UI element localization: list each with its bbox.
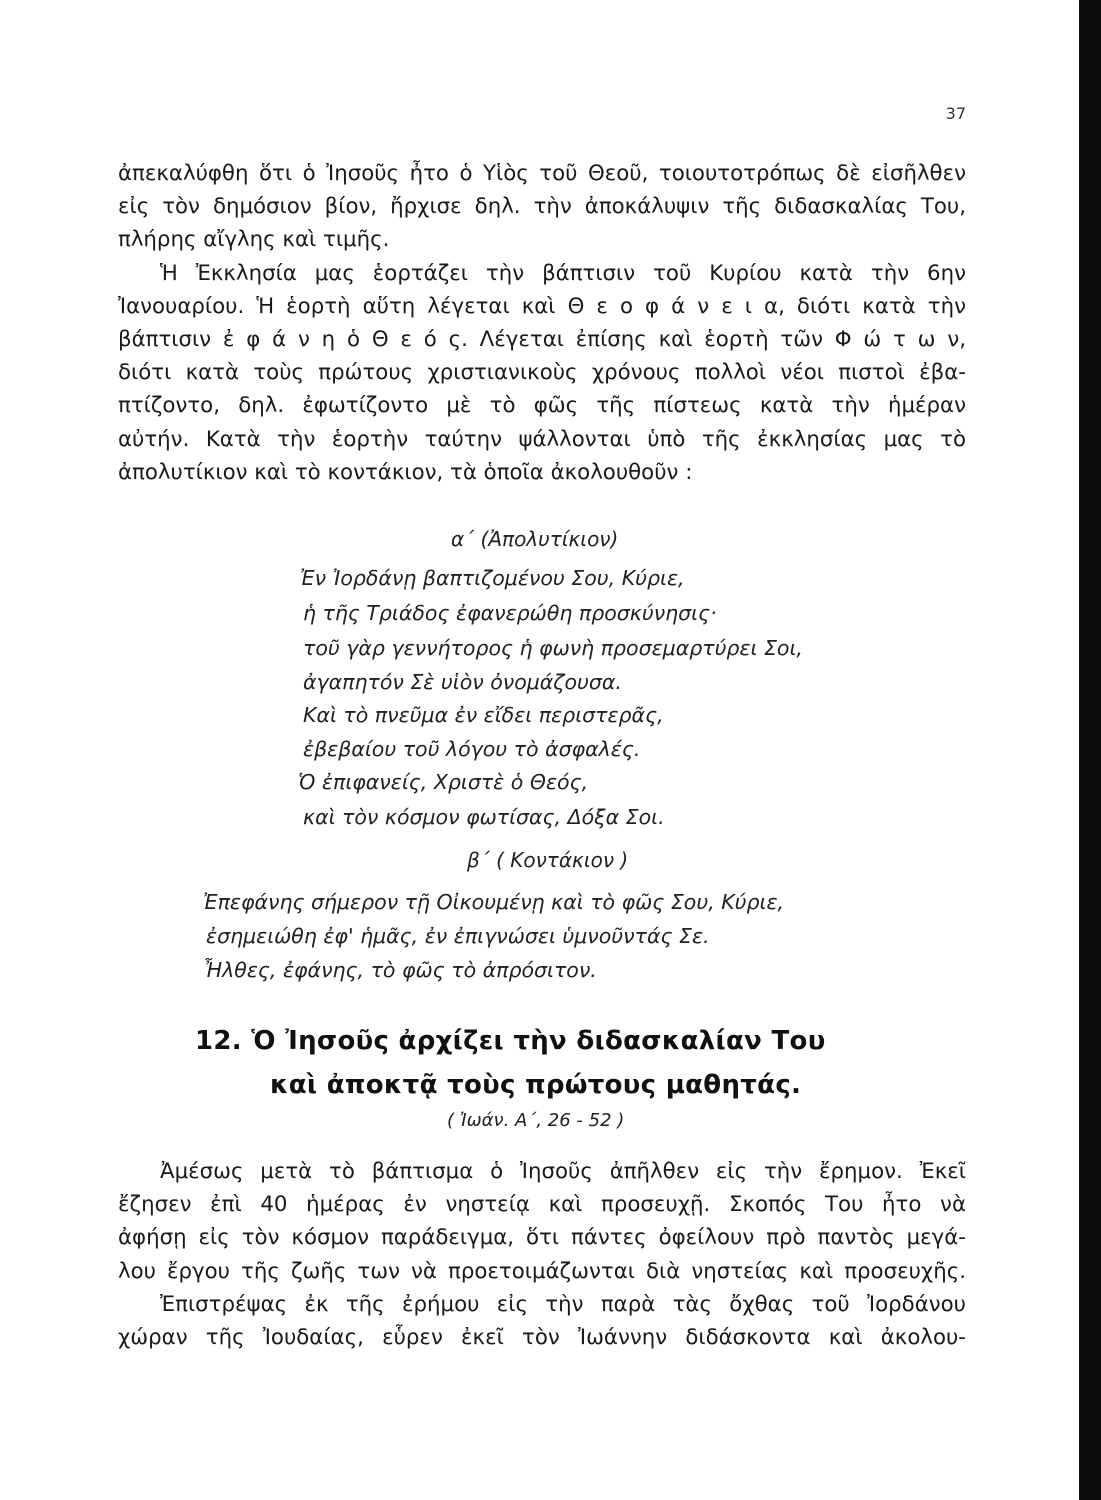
hymn-line: τοῦ γὰρ γεννήτορος ἡ φωνὴ προσεμαρτύρει Σοι,: [303, 636, 803, 660]
kontakion-heading: β΄ ( Κοντάκιον ): [467, 848, 629, 872]
page-edge-shadow: [1079, 0, 1101, 1500]
page-number: 37: [945, 104, 966, 123]
apolytikion-heading: α΄ (Ἀπολυτίκιον): [451, 527, 619, 551]
text-line: αὐτήν. Κατὰ τὴν ἑορτὴν ταύτην ψάλλονται ὑπὸ τῆς ἐκκλησίας μας τὸ: [118, 426, 966, 452]
scripture-reference: ( Ἰωάν. Α΄, 26 - 52 ): [447, 1110, 625, 1131]
section12-paragraphs: [118, 1155, 966, 1354]
text-line: Ἰανουαρίου. Ἡ ἑορτὴ αὕτη λέγεται καὶ Θ ε ο φ ά ν ε ι α, διότι κατὰ τὴν: [118, 293, 966, 319]
text-line: λου ἔργου τῆς ζωῆς των νὰ προετοιμάζωνται διὰ νηστείας καὶ προσευχῆς.: [118, 1258, 966, 1284]
hymn-line: καὶ τὸν κόσμον φωτίσας, Δόξα Σοι.: [303, 805, 665, 829]
section-title-line2: καὶ ἀποκτᾷ τοὺς πρώτους μαθητάς.: [270, 1070, 802, 1100]
hymn-line: ἡ τῆς Τριάδος ἐφανερώθη προσκύνησις·: [303, 601, 717, 625]
hymn-line: Καὶ τὸ πνεῦμα ἐν εἴδει περιστερᾶς,: [303, 703, 664, 727]
hymn-line: Ἦλθες, ἐφάνης, τὸ φῶς τὸ ἀπρόσιτον.: [203, 958, 597, 982]
section-title-line1: 12. Ὁ Ἰησοῦς ἀρχίζει τὴν διδασκαλίαν Του: [195, 1026, 826, 1056]
text-line: πλήρης αἴγλης καὶ τιμῆς.: [118, 227, 390, 253]
text-line: ἀπολυτίκιον καὶ τὸ κοντάκιον, τὰ ὁποῖα ἀκολουθοῦν :: [118, 459, 693, 485]
hymn-line: Ἐπεφάνης σήμερον τῇ Οἰκουμένῃ καὶ τὸ φῶς Σου, Κύριε,: [203, 890, 785, 914]
text-line: ἀπεκαλύφθη ὅτι ὁ Ἰησοῦς ἦτο ὁ Υἱὸς τοῦ Θεοῦ, τοιουτοτρόπως δὲ εἰσῆλθεν: [118, 161, 966, 186]
text-line: Ἡ Ἐκκλησία μας ἑορτάζει τὴν βάπτισιν τοῦ Κυρίου κατὰ τὴν 6ην: [160, 260, 966, 286]
hymn-line: Ὁ ἐπιφανείς, Χριστὲ ὁ Θεός,: [298, 770, 589, 794]
hymn-line: ἐβεβαίου τοῦ λόγου τὸ ἀσφαλές.: [303, 737, 641, 761]
text-line: βάπτισιν ἐ φ ά ν η ὁ Θ ε ό ς. Λέγεται ἐπίσης καὶ ἑορτὴ τῶν Φ ώ τ ω ν,: [118, 326, 966, 352]
intro-paragraphs: [118, 157, 966, 489]
text-line: χώραν τῆς Ἰουδαίας, εὗρεν ἐκεῖ τὸν Ἰωάννην διδάσκοντα καὶ ἀκολου-: [118, 1324, 966, 1350]
text-line: Ἀμέσως μετὰ τὸ βάπτισμα ὁ Ἰησοῦς ἀπῆλθεν εἰς τὴν ἔρημον. Ἐκεῖ: [160, 1159, 966, 1184]
hymn-line: ἐσημειώθη ἐφ' ἡμᾶς, ἐν ἐπιγνώσει ὑμνοῦντάς Σε.: [206, 924, 710, 948]
text-line: Ἐπιστρέψας ἐκ τῆς ἐρήμου εἰς τὴν παρὰ τὰς ὄχθας τοῦ Ἰορδάνου: [160, 1291, 966, 1317]
text-line: ἔζησεν ἐπὶ 40 ἡμέρας ἐν νηστείᾳ καὶ προσευχῇ. Σκοπός Του ἦτο νὰ: [118, 1192, 966, 1218]
hymn-line: ἀγαπητόν Σὲ υἱὸν ὀνομάζουσα.: [303, 670, 622, 694]
text-line: διότι κατὰ τοὺς πρώτους χριστιανικοὺς χρόνους πολλοὶ νέοι πιστοὶ ἐβα-: [118, 360, 966, 386]
text-line: ἀφήσῃ εἰς τὸν κόσμον παράδειγμα, ὅτι πάντες ὀφείλουν πρὸ παντὸς μεγά-: [118, 1225, 966, 1251]
text-line: εἰς τὸν δημόσιον βίον, ἤρχισε δηλ. τὴν ἀποκάλυψιν τῆς διδασκαλίας Του,: [118, 194, 966, 220]
hymn-line: Ἐν Ἰορδάνῃ βαπτιζομένου Σου, Κύριε,: [300, 566, 685, 590]
text-line: πτίζοντο, δηλ. ἐφωτίζοντο μὲ τὸ φῶς τῆς πίστεως κατὰ τὴν ἡμέραν: [118, 393, 966, 419]
